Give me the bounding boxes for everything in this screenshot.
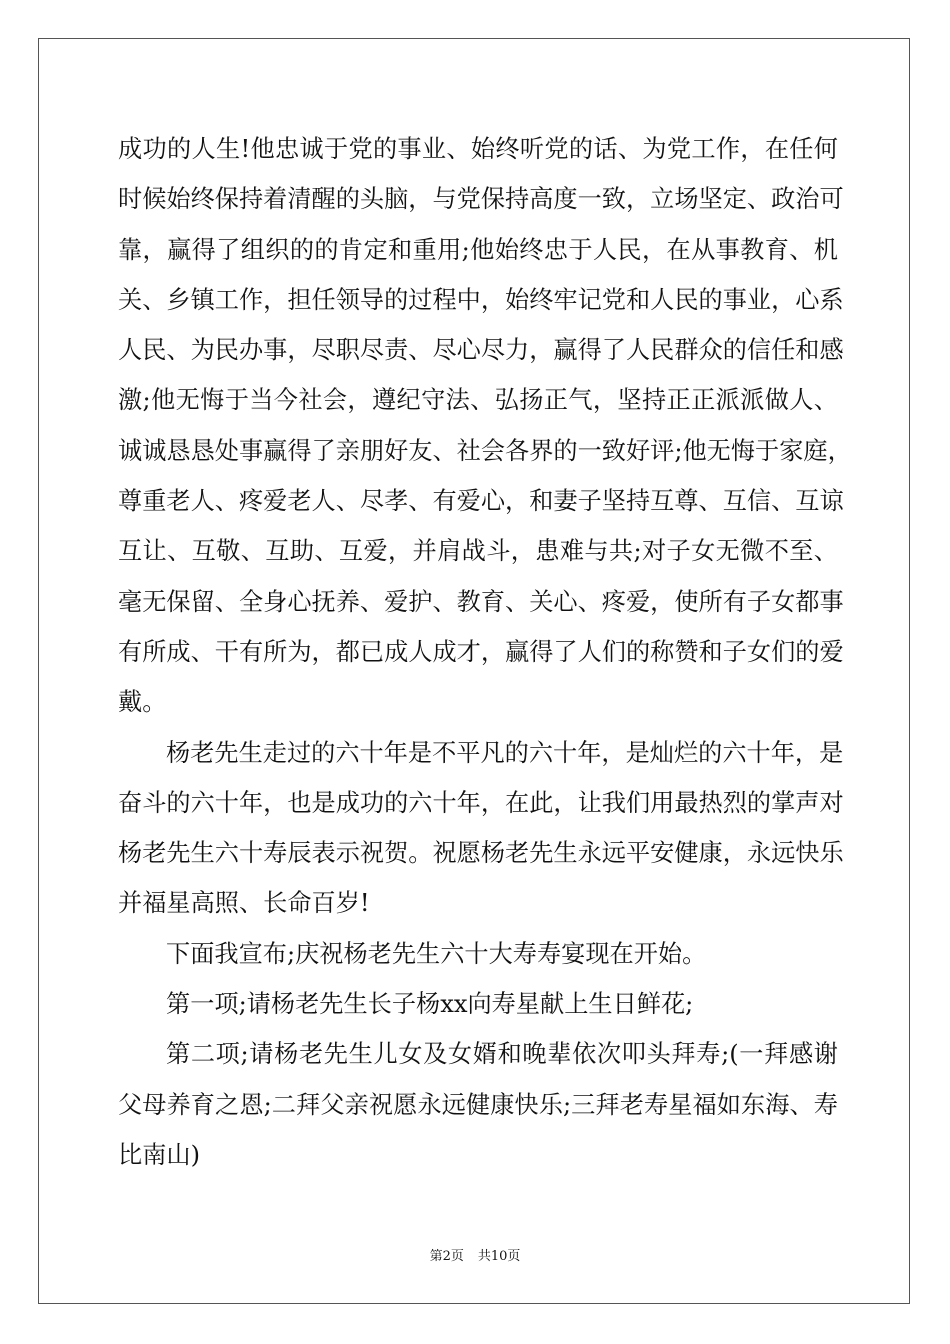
text-line: 杨老先生走过的六十年是不平凡的六十年，是灿烂的六十年，是 bbox=[166, 738, 844, 767]
text-line: 有所成、干有所为，都已成人成才，赢得了人们的称赞和子女们的爱 bbox=[118, 637, 844, 666]
paragraph bbox=[118, 124, 852, 728]
text-line: 激;他无悔于当今社会，遵纪守法、弘扬正气，坚持正正派派做人、 bbox=[118, 386, 838, 415]
text-line: 尊重老人、疼爱老人、尽孝、有爱心，和妻子坚持互尊、互信、互谅 bbox=[118, 487, 844, 516]
text-line: 并福星高照、长命百岁! bbox=[118, 889, 370, 918]
document-body bbox=[118, 124, 852, 1180]
page-footer bbox=[0, 1245, 950, 1264]
text-line: 杨老先生六十寿辰表示祝贺。祝愿杨老先生永远平安健康，永远快乐 bbox=[118, 839, 844, 868]
page-number: 第2页 bbox=[429, 1249, 464, 1264]
text-line: 人民、为民办事，尽职尽责、尽心尽力，赢得了人民群众的信任和感 bbox=[118, 336, 844, 365]
paragraph bbox=[118, 979, 838, 1029]
text-line: 父母养育之恩;二拜父亲祝愿永远健康快乐;三拜老寿星福如东海、寿 bbox=[118, 1090, 838, 1119]
text-line: 诚诚恳恳处事赢得了亲朋好友、社会各界的一致好评;他无悔于家庭， bbox=[118, 436, 852, 465]
text-line: 成功的人生!他忠诚于党的事业、始终听党的话、为党工作，在任何 bbox=[118, 135, 838, 163]
text-line: 第一项;请杨老先生长子杨xx向寿星献上生日鲜花; bbox=[166, 990, 694, 1019]
text-line: 奋斗的六十年，也是成功的六十年，在此，让我们用最热烈的掌声对 bbox=[118, 788, 844, 817]
text-line: 比南山) bbox=[118, 1140, 200, 1169]
text-line: 互让、互敬、互助、互爱，并肩战斗，患难与共;对子女无微不至、 bbox=[118, 537, 838, 566]
paragraph bbox=[118, 929, 838, 979]
text-line: 下面我宣布;庆祝杨老先生六十大寿寿宴现在开始。 bbox=[166, 939, 707, 968]
total-pages: 共10页 bbox=[477, 1249, 521, 1264]
text-line: 时候始终保持着清醒的头脑，与党保持高度一致，立场坚定、政治可 bbox=[118, 185, 844, 214]
text-line: 第二项;请杨老先生儿女及女婿和晚辈依次叩头拜寿;(一拜感谢 bbox=[166, 1040, 838, 1069]
paragraph bbox=[118, 728, 844, 929]
text-line: 毫无保留、全身心抚养、爱护、教育、关心、疼爱，使所有子女都事 bbox=[118, 587, 844, 616]
text-line: 关、乡镇工作，担任领导的过程中，始终牢记党和人民的事业，心系 bbox=[118, 285, 844, 314]
text-line: 靠，赢得了组织的的肯定和重用;他始终忠于人民，在从事教育、机 bbox=[118, 235, 838, 264]
text-line: 戴。 bbox=[118, 688, 167, 717]
paragraph bbox=[118, 1029, 838, 1180]
